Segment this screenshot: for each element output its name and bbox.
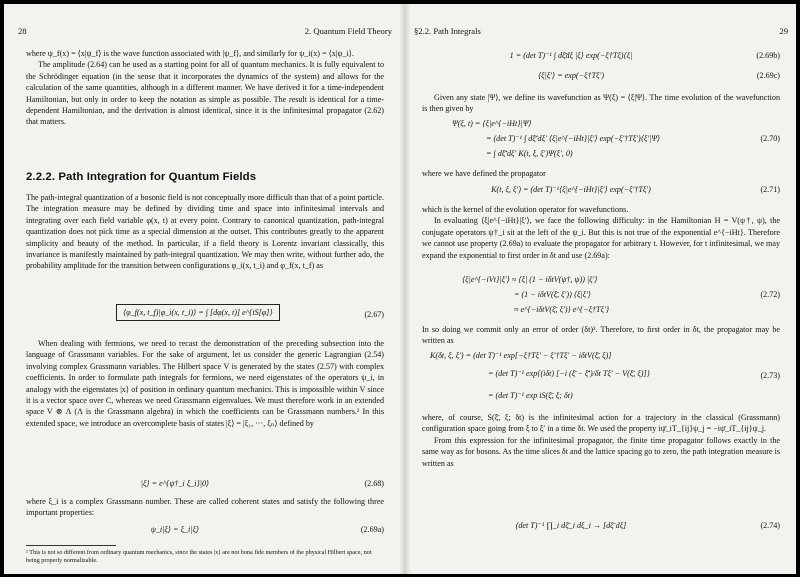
right-running-header <box>414 26 788 38</box>
equation-2-73: K(δt, ξ, ξ′) = (det T)⁻¹ exp[−ξ†Tξ′ − ξ′†Tξ′ − iδtV(ξ̄, ξ)] = (det T)⁻¹ exp{(iδt) [−i (ξ̄ − ξ̄′)/δt Tξ′ − V(ξ̄, ξ)]} = (det T)⁻¹ exp iS(ξ̄, ξ; δt) (2.73) <box>430 351 780 400</box>
left-paragraph-4: When dealing with fermions, we need to recast the demonstration of the preceding subsection into the language of Grassmann variables. For the sake of argument, let us consider the generic Lagrangian (2.54) involving complex Grassmann variables. The Hilbert space V is generated by the states (2.57) with complex coefficients. In order to formulate path integrals for fermions, we need eigenstates of the operators ψ_i, in analogy with the eigenstates |x⟩ of position in ordinary quantum mechanics. This is impossible within V since it is a vector space over C, whereas we need Grassmann eigenvalues. We must therefore work in an extended space V ⊗ Λ (Λ is the Grassmann algebra) in which the coefficients can be Grassmann numbers.² In this extended space, we introduce an overcomplete basis of states |ξ⟩ = |ξ₁, ···, ξₙ⟩ defined by <box>26 339 384 428</box>
section-title: 2.2.2. Path Integration for Quantum Fields <box>26 171 257 183</box>
left-page <box>18 4 392 574</box>
left-paragraph-3: The path-integral quantization of a bosonic field is not conceptually more difficult than that of a point particle. The integration measure may be defined by dividing time and space into infinitesimal intervals and integrating over each field variable φ(x, t) at every point. Contrary to canonical quantization, path-integral quantization does not pick time as a special dimension at the outset. This contributes greatly to the apparent simplicity and beauty of the method. In particular, if a field theory is Lorentz invariant classically, this invariance is manifestly maintained by path-integral quantization. We may then write, without further ado, the probability amplitude for the transition between configurations φ_i(x, t_i) and φ_f(x, t_f) as <box>26 193 384 271</box>
footnote: ² This is not so different from ordinary quantum mechanics, since the states |x⟩ are not bona fide members of the physical Hilbert space, not being properly normalizable. <box>26 549 372 565</box>
equation-number: (2.72) <box>760 290 780 299</box>
equation-2-71: K(t, ξ, ξ′) = (det T)⁻¹⟨ξ|e^{−iHt}|ξ′⟩ exp(−ξ′†Tξ′) (2.71) <box>491 185 780 194</box>
right-paragraph-3: which is the kernel of the evolution operator for wavefunctions. In evaluating ⟨ξ|e^{−iHt}|ξ′⟩, we face the following difficulty: in the Hamiltonian H = V(ψ†, ψ), the conjugate operators ψ†_i sit at the left of the ψ_i. But this is not true of the exponential e^{−iHt}. Therefore we cannot use property (2.69a) to evaluate the propagator for arbitrary t. However, for t infinitesimal, we may expand the exponential to first order in δt and use (2.69a): <box>422 205 780 260</box>
book-spread <box>4 4 796 574</box>
right-page <box>414 4 788 574</box>
right-paragraph-4: In evaluating ⟨ξ|e^{−iHt}|ξ′⟩, we face the following difficulty: in the Hamiltonian H = V(ψ†, ψ), the conjugate operators ψ†_i sit at the left of the ψ_i. But this is not true of the exponential e^{−iHt}. Therefore we cannot use property (2.69a) to evaluate the propagator for arbitrary t. However, for t infinitesimal, we may expand the exponential to first order in δt and use (2.69a): <box>422 216 780 260</box>
equation-number: (2.71) <box>760 185 780 194</box>
equation-number: (2.74) <box>760 521 780 530</box>
equation-2-70: Ψ(ξ, t) = ⟨ξ|e^{−iHt}|Ψ⟩ = (det T)⁻¹ ∫ dξ̄′dξ′ ⟨ξ|e^{−iHt}|ξ′⟩ exp(−ξ′†Tξ′)⟨ξ′|Ψ⟩ = ∫ dξ̄′dξ′ K(t, ξ, ξ′)Ψ(ξ′, 0) (2.70) <box>452 119 780 158</box>
equation-number: (2.73) <box>760 371 780 380</box>
left-paragraph-5: where ξ_i is a complex Grassmann number. These are called coherent states and satisfy the following three important properties: <box>26 497 384 518</box>
left-page-number: 28 <box>18 26 27 36</box>
equation-number: (2.69a) <box>360 525 384 534</box>
left-running-head: 2. Quantum Field Theory <box>304 26 392 36</box>
equation-number: (2.69c) <box>756 71 780 80</box>
right-running-head: §2.2. Path Integrals <box>414 26 481 36</box>
right-page-number: 29 <box>779 26 788 36</box>
equation-number: (2.70) <box>760 134 780 143</box>
right-paragraph-7: From this expression for the infinitesimal propagator, the finite time propagator follows exactly in the same way as for bosons. As the time slices δt and the lattice spacing go to zero, the path integration measure is written as <box>422 435 780 468</box>
equation-2-72: ⟨ξ|e^{−iVt}|ξ′⟩ ≈ ⟨ξ| (1 − iδtV(ψ†, ψ)) |ξ′⟩ = (1 − iδtV(ξ̄, ξ′)) ⟨ξ|ξ′⟩ ≈ e^{−iδtV(ξ̄, ξ′)} e^{−ξ†Tξ′} (2.72) <box>462 275 780 314</box>
left-paragraph-2: The amplitude (2.64) can be used as a starting point for all of quantum mechanics. It is fully equivalent to the Schrödinger equation (in the sense that it incorporates the dynamics of the system) and allows for the calculation of the same quantities, although in a different manner. We have derived it for a time-independent Hamiltonian, but only in order to keep the notation as simple as possible. The result is identical for a time-dependent Hamiltonian, and the derivation is almost identical, since it is the infinitesimal propagator (2.62) that matters. <box>26 60 384 127</box>
left-running-header <box>18 26 392 38</box>
left-paragraph-1: where ψ_f(x) = ⟨x|ψ_f⟩ is the wave function associated with |ψ_f⟩, and similarly for ψ_i(x) = ⟨x|ψ_i⟩. The amplitude (2.64) can be used as a starting point for all of quantum mechanics. It is fully equivalent to the Schrödinger equation (in the sense that it incorporates the dynamics of the system) and allows for the calculation of the same quantities, although in a different manner. We have derived it for a time-independent Hamiltonian, but only in order to keep the notation as simple as possible. The result is identical for a time-dependent Hamiltonian, and the derivation is almost identical, since it is the infinitesimal propagator (2.62) that matters. <box>26 49 384 127</box>
equation-2-68: |ξ⟩ = e^{ψ†_i ξ_i}|0⟩ (2.68) <box>140 479 384 488</box>
equation-2-74: (det T)⁻¹ ∏_i dξ̄_i dξ_i → [dξ̄ dξ] (2.74) <box>515 521 780 530</box>
equation-number: (2.67) <box>364 310 384 319</box>
right-paragraph-6: where, of course, S(ξ̄, ξ; δt) is the infinitesimal action for a trajectory in the classical (Grassmann) configuration space going from ξ to ξ′ in a time δt. We used the property iψ̄_iT_{ij}ψ_j = −iψ̄_iT_{ij}ψ_j. From this expression for the infinitesimal propagator, the finite time propagator follows exactly in the same way as for bosons. As the time slices δt and the lattice spacing go to zero, the path integration measure is written as <box>422 413 780 468</box>
book-gutter <box>399 4 411 574</box>
equation-2-69a: ψ_i|ξ⟩ = ξ_i|ξ⟩ (2.69a) <box>150 525 384 534</box>
right-paragraph-5: In so doing we commit only an error of order (δt)². Therefore, to first order in δt, the propagator may be written as <box>422 325 780 346</box>
footnote-rule <box>26 545 116 546</box>
equation-2-69b: 1 = (det T)⁻¹ ∫ dξ̄dξ |ξ⟩ exp(−ξ†Tξ)⟨ξ| (2.69b) <box>509 51 780 60</box>
right-paragraph-1: Given any state |Ψ⟩, we define its wavefunction as Ψ(ξ) = ⟨ξ|Ψ⟩. The time evolution of the wavefunction is then given by <box>422 93 780 114</box>
equation-number: (2.69b) <box>756 51 780 60</box>
equation-2-69c: ⟨ξ|ξ′⟩ = exp(−ξ†Tξ′) (2.69c) <box>537 71 780 80</box>
equation-2-67 <box>26 304 384 326</box>
equation-2-67-box: ⟨φ_f(x, t_f)|φ_i(x, t_i)⟩ = ∫ [dφ(x, t)] e^{iS[φ]} <box>116 304 280 321</box>
equation-number: (2.68) <box>364 479 384 488</box>
right-paragraph-2: where we have defined the propagator <box>422 169 546 178</box>
